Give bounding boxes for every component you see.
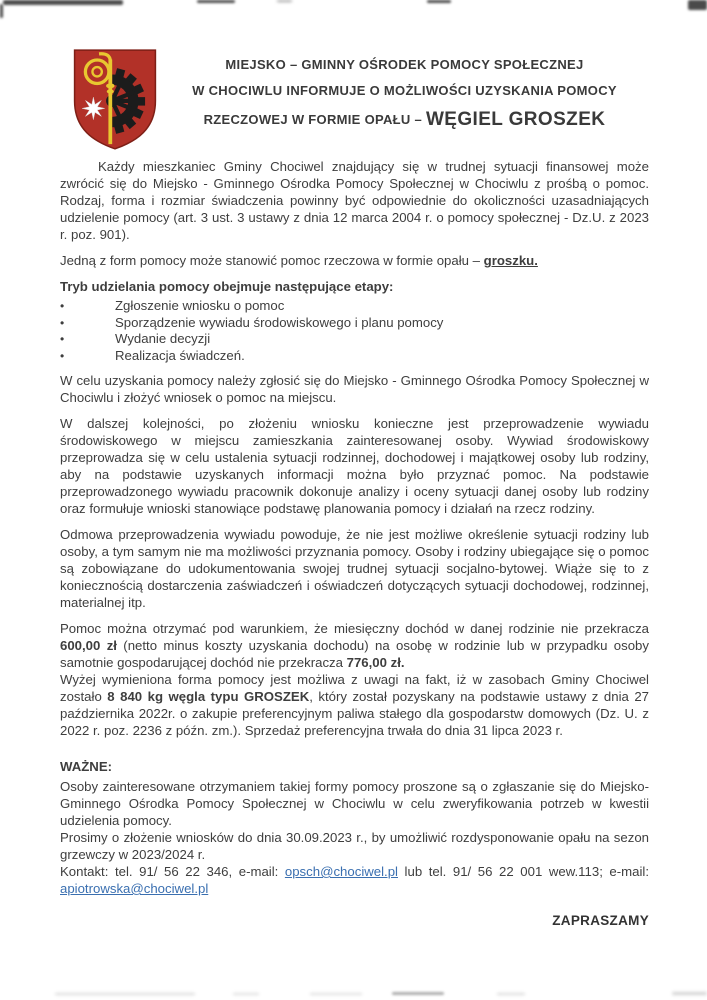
paragraph-intro: Każdy mieszkaniec Gminy Chociwel znajdujący się w trudnej sytuacji finansowej może zwrócić się do Miejsko - Gminnego Ośrodka Pomocy Społecznej w Chociwlu z prośbą o pomoc. Rodzaj, forma i rozmiar świadczenia powinny być odpowiednie do okoliczności uzasadniających udzielenie pomocy (art. 3 ust. 3 ustawy z dnia 12 marca 2004 r. o pomocy społecznej - Dz.U. z 2023 r. poz. 901). bbox=[60, 159, 649, 242]
income-limit-single: 776,00 zł. bbox=[346, 655, 405, 670]
list-item bbox=[60, 348, 649, 365]
paragraph-income-limits bbox=[60, 620, 649, 671]
paragraph-apply-info: Osoby zainteresowane otrzymaniem takiej formy pomocy proszone są o zgłaszanie się do Miejsko-Gminnego Ośrodka Pomocy Społecznej w Chociwlu w celu zweryfikowania potrzeb w kwestii udzielenia pomocy. bbox=[60, 779, 649, 828]
stage-label: Zgłoszenie wniosku o pomoc bbox=[115, 298, 285, 313]
document-header bbox=[60, 46, 649, 150]
income-limit-family: 600,00 zł bbox=[60, 638, 117, 653]
email-link-opsch[interactable]: opsch@chociwel.pl bbox=[284, 864, 398, 879]
coal-text-2: , który został pozyskany na podstawie ustawy z dnia 27 października 2022r. o zakupie preferencyjnym paliwa stałego dla gospodarstw domowych (Dz. U. z 2022 r. poz. 2236 z późn. zm.). Sprzedaż preferencyjna trwała do dnia 31 lipca 2023 r. bbox=[60, 689, 649, 738]
coal-text-1: Wyżej wymieniona forma pomocy jest możliwa z uwagi na fakt, iż w zasobach Gminy Chociwel zostało bbox=[60, 672, 649, 704]
list-item bbox=[60, 298, 649, 315]
header-title-block bbox=[160, 46, 649, 129]
paragraph-form-of-help bbox=[60, 252, 649, 269]
bullet-icon: • bbox=[60, 315, 65, 330]
paragraph-where-to-apply: W celu uzyskania pomocy należy zgłosić się do Miejsko - Gminnego Ośrodka Pomocy Społecznej w Chociwlu i złożyć wniosek o pomoc na miejscu. bbox=[60, 373, 649, 405]
income-text-2: (netto minus koszty uzyskania dochodu) na osobę w rodzinie lub w przypadku osoby samotnie gospodarującej dochód nie przekracza bbox=[60, 638, 649, 670]
stage-label: Realizacja świadczeń. bbox=[115, 347, 245, 363]
form-of-help-text: Jedną z form pomocy może stanowić pomoc rzeczowa w formie opału – bbox=[60, 253, 484, 268]
email-link-apiotrowska[interactable]: apiotrowska@chociwel.pl bbox=[60, 881, 209, 896]
form-of-help-emphasis: groszku. bbox=[483, 253, 538, 268]
contact-text-2: lub tel. 91/ 56 22 001 wew.113; e-mail: bbox=[397, 864, 649, 879]
paragraph-refusal: Odmowa przeprowadzenia wywiadu powoduje, że nie jest możliwe określenie sytuacji rodziny lub osoby, a tym samym nie ma możliwości przyznania pomocy. Osoby i rodziny ubiegające się o pomoc są zobowiązane do udokumentowania swojej trudnej sytuacji socjalno-bytowej. Wiąże się to z koniecznością dostarczenia zaświadczeń i oświadczeń dotyczących sytuacji dochodowej, rodzinnej, materialnej itp. bbox=[60, 527, 649, 610]
paragraph-deadline: Prosimy o złożenie wniosków do dnia 30.09.2023 r., by umożliwić rozdysponowanie opału na sezon grzewczy w 2023/2024 r. bbox=[60, 830, 649, 862]
header-line-3-prefix: RZECZOWEJ W FORMIE OPAŁU – bbox=[203, 112, 426, 127]
header-coal-type: WĘGIEL GROSZEK bbox=[425, 109, 606, 130]
scan-artifact bbox=[310, 993, 362, 995]
stages-list bbox=[60, 298, 649, 364]
bullet-icon: • bbox=[60, 348, 65, 363]
chociwel-coat-of-arms-icon bbox=[68, 46, 162, 152]
stage-label: Sporządzenie wywiadu środowiskowego i planu pomocy bbox=[115, 314, 444, 330]
contact-text-1: Kontakt: tel. 91/ 56 22 346, e-mail: bbox=[60, 864, 285, 879]
paragraph-coal-stock bbox=[60, 671, 649, 739]
header-line-1: MIEJSKO – GMINNY OŚRODEK POMOCY SPOŁECZNEJ bbox=[225, 57, 584, 72]
income-text-1: Pomoc można otrzymać pod warunkiem, że miesięczny dochód w danej rodzinie nie przekracza bbox=[60, 621, 649, 636]
bullet-icon: • bbox=[60, 299, 65, 313]
scan-artifact bbox=[55, 993, 195, 995]
stages-heading: Tryb udzielania pomocy obejmuje następujące etapy: bbox=[60, 279, 394, 294]
star-icon bbox=[82, 97, 105, 120]
paragraph-contact bbox=[60, 863, 649, 897]
header-line-2: W CHOCIWLU INFORMUJE O MOŻLIWOŚCI UZYSKANIA POMOCY bbox=[192, 83, 617, 98]
scan-artifact bbox=[672, 992, 707, 995]
scan-artifact bbox=[497, 993, 525, 995]
paragraph-interview: W dalszej kolejności, po złożeniu wniosku konieczne jest przeprowadzenie wywiadu środowiskowego w miejscu zamieszkania zainteresowanej osoby. Wywiad środowiskowy przeprowadza się w celu ustalenia sytuacji rodzinnej, dochodowej i majątkowej osoby lub rodziny, aby na podstawie uzyskanych informacji można było przyznać pomoc. Na podstawie przeprowadzonego wywiadu pracownik dokonuje analizy i oceny sytuacji danej osoby lub rodziny oraz formułuje wnioski stanowiące podstawę planowania pomocy i działań na rzecz rodziny. bbox=[60, 416, 649, 516]
bullet-icon: • bbox=[60, 332, 65, 346]
scan-artifact bbox=[392, 992, 444, 995]
closing-text: ZAPRASZAMY bbox=[552, 913, 649, 928]
stage-label: Wydanie decyzji bbox=[115, 331, 211, 346]
list-item bbox=[60, 331, 649, 348]
header-line-3 bbox=[160, 110, 649, 129]
coal-amount: 8 840 kg węgla typu GROSZEK bbox=[107, 689, 310, 704]
important-heading: WAŻNE: bbox=[60, 759, 113, 774]
scan-artifact bbox=[233, 993, 259, 995]
list-item bbox=[60, 315, 649, 332]
